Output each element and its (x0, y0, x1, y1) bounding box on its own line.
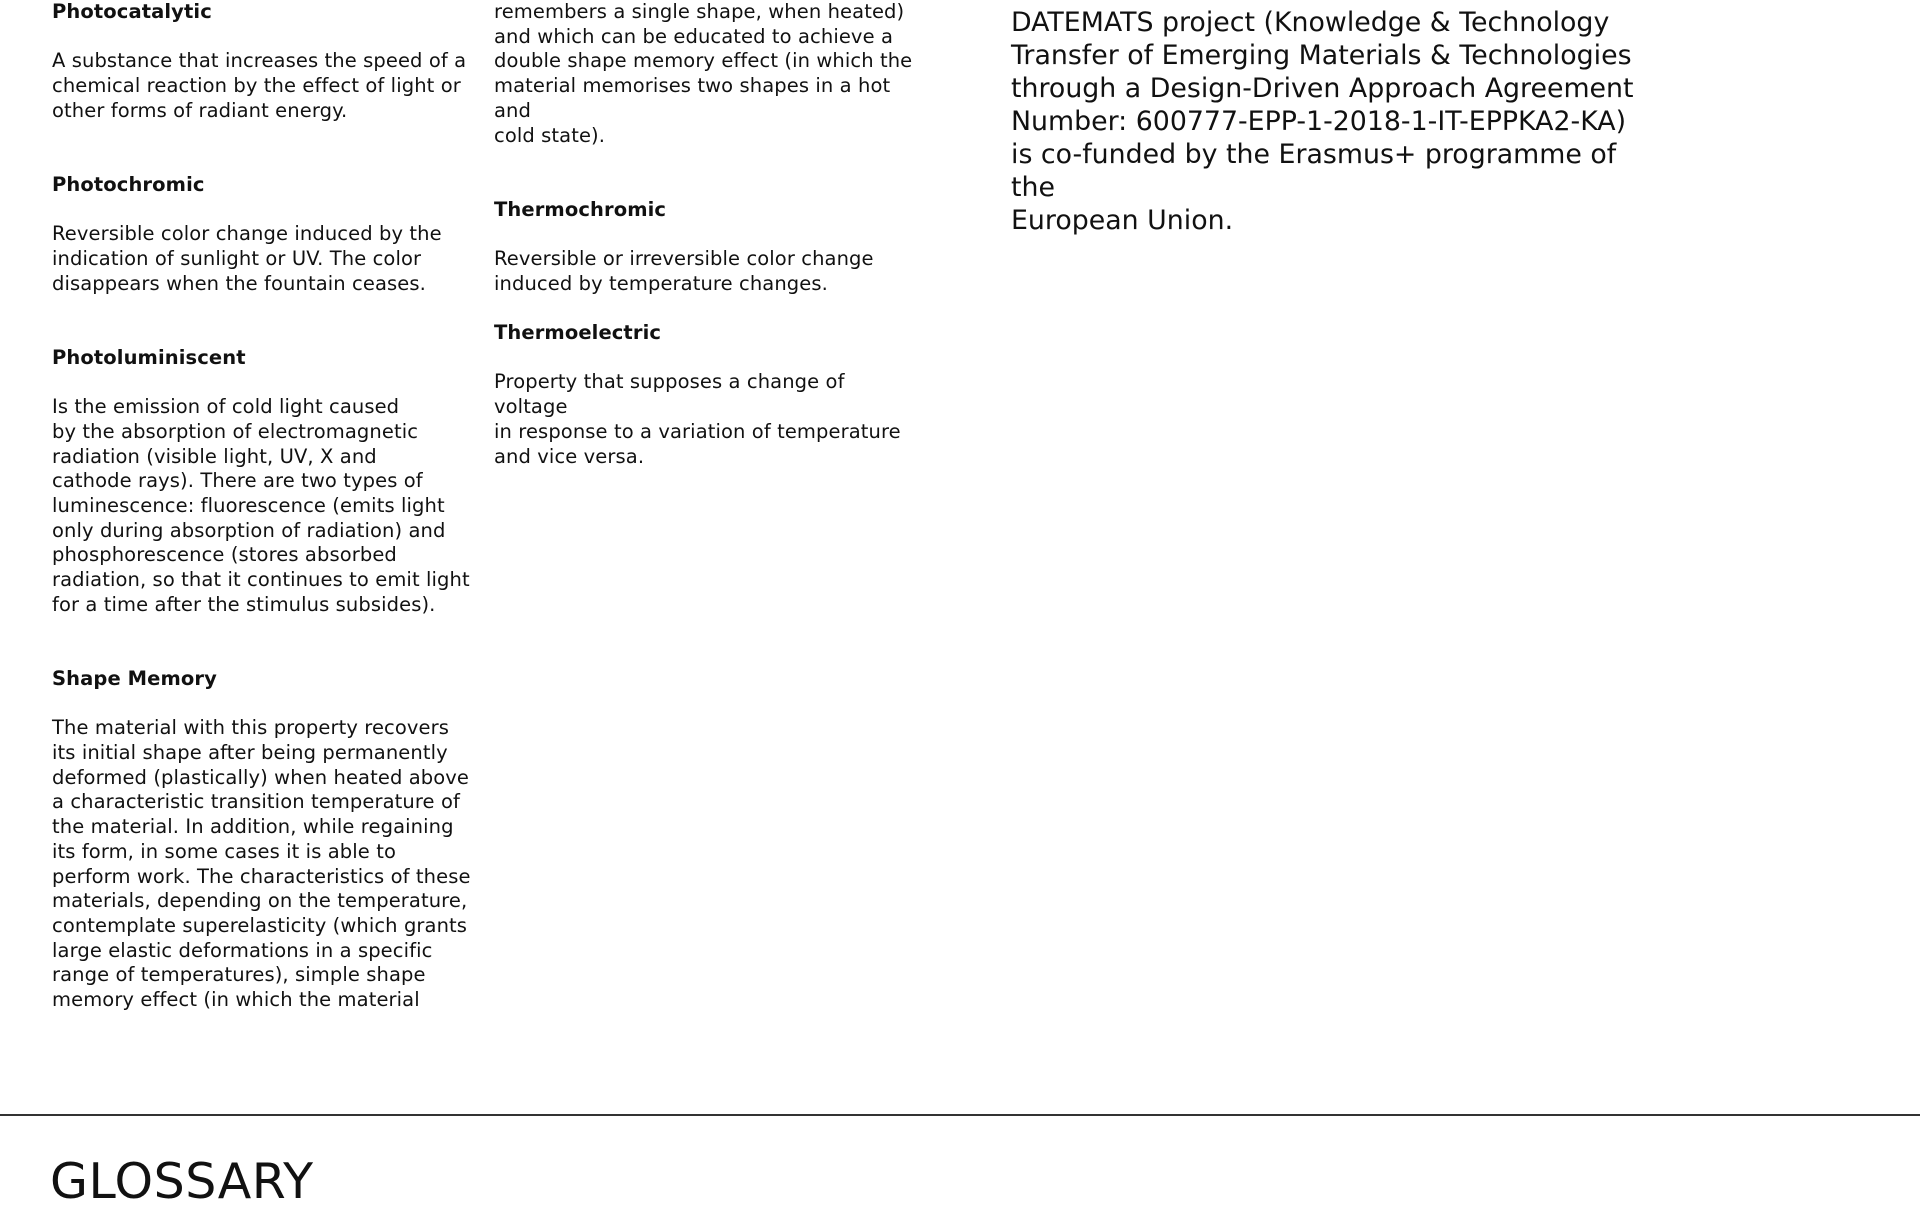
glossary-heading: GLOSSARY (50, 1153, 314, 1210)
glossary-entry-thermoelectric (494, 321, 914, 469)
entry-definition: Reversible color change induced by the indication of sunlight or UV. The color disappears when the fountain ceases. (52, 222, 442, 295)
glossary-left-column (52, 0, 472, 1062)
entry-definition: Is the emission of cold light caused by the absorption of electromagnetic radiation (visible light, UV, X and cathode rays). There are two types of luminescence: fluorescence (emits light only during absorption of radiation) and phosphorescence (stores absorbed radiation, so that it continues to emit light for a time after the stimulus subsides). (52, 395, 470, 616)
section-divider (0, 1114, 1920, 1116)
entry-definition: Reversible or irreversible color change induced by temperature changes. (494, 247, 874, 295)
entry-term: Thermoelectric (494, 321, 662, 345)
entry-term: Photochromic (52, 172, 205, 196)
entry-term: Thermochromic (494, 197, 667, 221)
glossary-entry-photochromic (52, 173, 472, 297)
entry-term: Shape Memory (52, 666, 217, 690)
entry-definition: A substance that increases the speed of a chemical reaction by the effect of light or other forms of radiant energy. (52, 49, 467, 122)
glossary-entry-shape-memory (52, 667, 472, 1013)
entry-term: Photocatalytic (52, 0, 212, 23)
entry-definition: The material with this property recovers its initial shape after being permanently deformed (plastically) when heated above a characteristic transition temperature of the material. In addition, while regaining its form, in some cases it is able to perform work. The characteristics of these materials, depending on the temperature, contemplate superelasticity (which grants large elastic deformations in a specific range of temperatures), simple shape memory effect (in which the material (52, 716, 471, 1012)
glossary-entry-photoluminiscent (52, 346, 472, 618)
glossary-entry-thermochromic (494, 198, 914, 297)
funding-statement: DATEMATS project (Knowledge & Technology Transfer of Emerging Materials & Technologies through a Design-Driven Approach Agreement Number: 600777-EPP-1-2018-1-IT-EPPKA2-KA) is co-funded by the Erasmus+ programme of the European Union. (1011, 7, 1634, 236)
shape-memory-continuation: remembers a single shape, when heated) and which can be educated to achieve a double shape memory effect (in which the material memorises two shapes in a hot and cold state). (494, 0, 913, 147)
glossary-middle-column (494, 0, 914, 519)
glossary-entry-photocatalytic (52, 0, 472, 124)
entry-term: Photoluminiscent (52, 345, 246, 369)
entry-definition: Property that supposes a change of voltage in response to a variation of temperature and vice versa. (494, 370, 901, 468)
